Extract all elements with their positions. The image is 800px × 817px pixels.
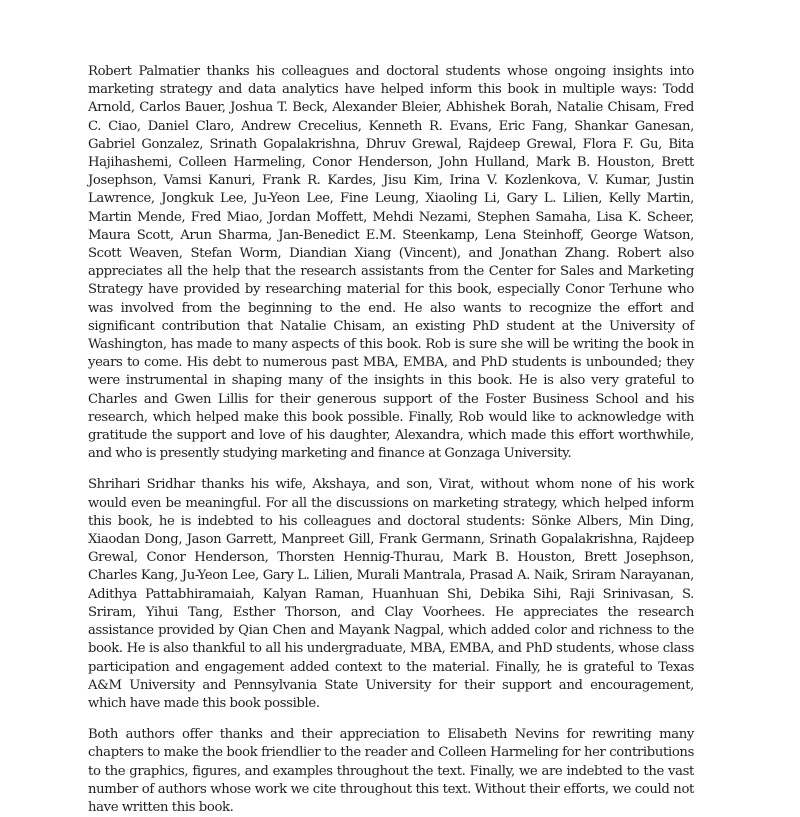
- paragraph-sridhar-thanks: Shrihari Sridhar thanks his wife, Akshaya, and son, Virat, without whom none of his work would even be meaningful. For all the discussions on marketing strategy, which helped inform this book, he is indebted to his colleagues and doctoral students: Sönke Albers, Min Ding, Xiaodan Dong, Jason Garrett, Manpreet Gill, Frank Germann, Srinath Gopalakrishna, Rajdeep Grewal, Conor Henderson, Thorsten Hennig-Thurau, Mark B. Houston, Brett Josephson, Charles Kang, Ju-Yeon Lee, Gary L. Lilien, Murali Mantrala, Prasad A. Naik, Sriram Narayanan, Adithya Pattabhiramaiah, Kalyan Raman, Huanhuan Shi, Debika Sihi, Raji Srinivasan, S. Sriram, Yihui Tang, Esther Thorson, and Clay Voorhees. He appreciates the research assistance provided by Qian Chen and Mayank Nagpal, which added color and richness to the book. He is also thankful to all his undergraduate, MBA, EMBA, and PhD students, whose class participation and engagement added context to the material. Finally, he is grateful to Texas A&M University and Pennsylvania State University for their support and encouragement, which have made this book possible.: [88, 477, 694, 711]
- paragraph-palmatier-thanks: Robert Palmatier thanks his colleagues and doctoral students whose ongoing insights into marketing strategy and data analytics have helped inform this book in multiple ways: Todd Arnold, Carlos Bauer, Joshua T. Beck, Alexander Bleier, Abhishek Borah, Natalie Chisam, Fred C. Ciao, Daniel Claro, Andrew Crecelius, Kenneth R. Evans, Eric Fang, Shankar Ganesan, Gabriel Gonzalez, Srinath Gopalakrishna, Dhruv Grewal, Rajdeep Grewal, Flora F. Gu, Bita Hajihashemi, Colleen Harmeling, Conor Henderson, John Hulland, Mark B. Houston, Brett Josephson, Vamsi Kanuri, Frank R. Kardes, Jisu Kim, Irina V. Kozlenkova, V. Kumar, Justin Lawrence, Jongkuk Lee, Ju-Yeon Lee, Fine Leung, Xiaoling Li, Gary L. Lilien, Kelly Martin, Martin Mende, Fred Miao, Jordan Moffett, Mehdi Nezami, Stephen Samaha, Lisa K. Scheer, Maura Scott, Arun Sharma, Jan-Benedict E.M. Steenkamp, Lena Steinhoff, George Watson, Scott Weaven, Stefan Worm, Diandian Xiang (Vincent), and Jonathan Zhang. Robert also appreciates all the help that the research assistants from the Center for Sales and Marketing Strategy have provided by researching material for this book, especially Conor Terhune who was involved from the beginning to the end. He also wants to recognize the effort and significant contribution that Natalie Chisam, an existing PhD student at the University of Washington, has made to many aspects of this book. Rob is sure she will be writing the book in years to come. His debt to numerous past MBA, EMBA, and PhD students is unbounded; they were instrumental in shaping many of the insights in this book. He is also very grateful to Charles and Gwen Lillis for their generous support of the Foster Business School and his research, which helped make this book possible. Finally, Rob would like to acknowledge with gratitude the support and love of his daughter, Alexandra, which made this effort worthwhile, and who is presently studying marketing and finance at Gonzaga University.: [88, 64, 694, 462]
- acknowledgements-page: [88, 63, 694, 815]
- paragraph-joint-thanks: Both authors offer thanks and their appreciation to Elisabeth Nevins for rewriting many chapters to make the book friendlier to the reader and Colleen Harmeling for her contributions to the graphics, figures, and examples throughout the text. Finally, we are indebted to the vast number of authors whose work we cite throughout this text. Without their efforts, we could not have written this book.: [88, 727, 694, 815]
